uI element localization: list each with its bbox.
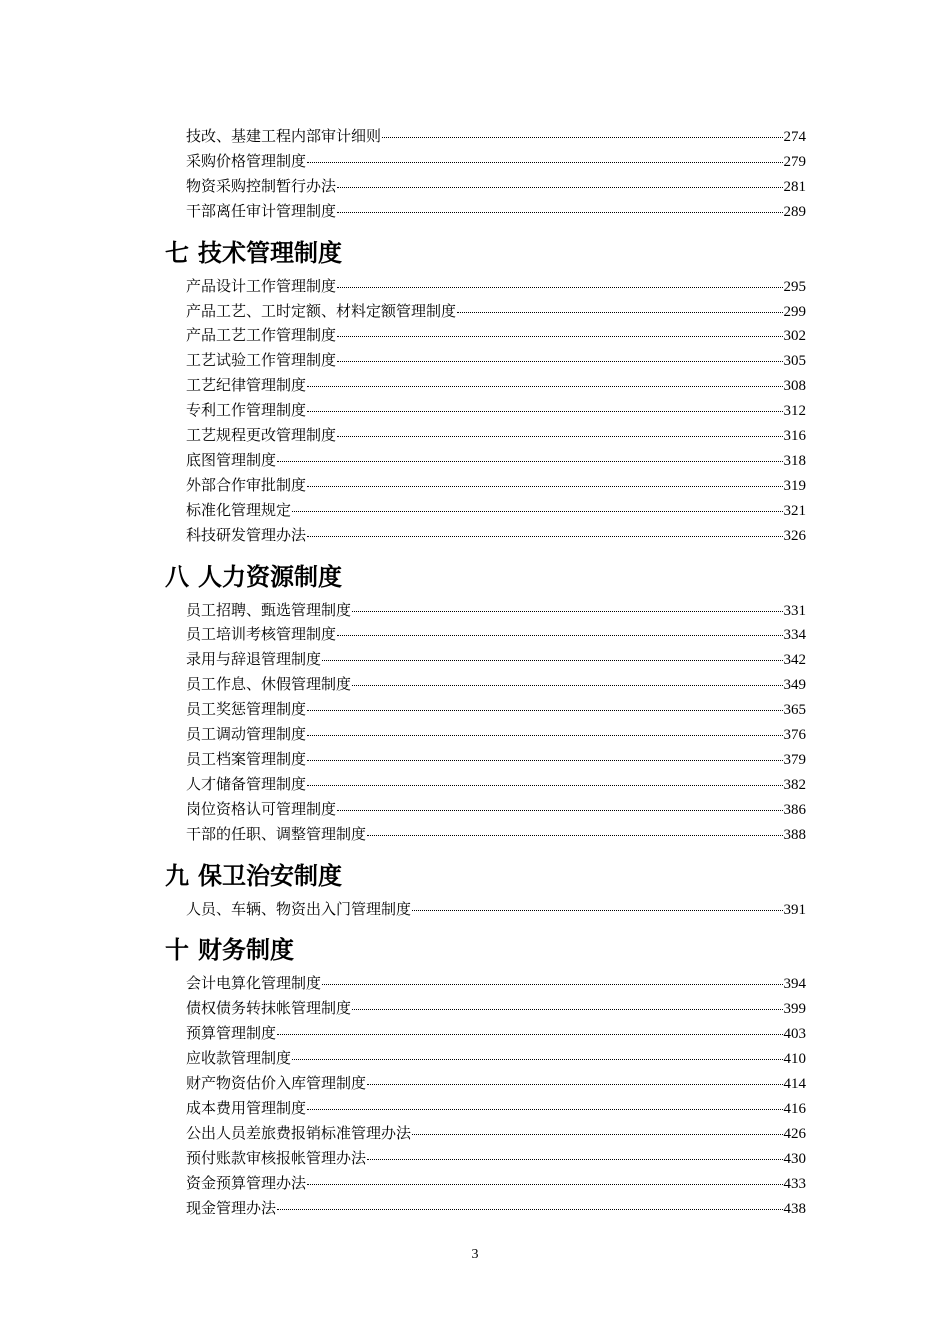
toc-entry-page: 319 xyxy=(783,477,806,494)
toc-entry[interactable] xyxy=(186,1096,806,1121)
toc-entry-page: 386 xyxy=(783,801,806,818)
dot-leader xyxy=(307,1109,782,1110)
toc-entry-page: 403 xyxy=(783,1026,806,1043)
toc-entry-title: 工艺纪律管理制度 xyxy=(186,376,307,395)
toc-entry-title: 物资采购控制暂行办法 xyxy=(186,176,337,195)
toc-entry-title: 会计电算化管理制度 xyxy=(186,974,322,993)
section-number: 十 xyxy=(165,936,189,965)
dot-leader xyxy=(277,461,782,462)
toc-entry[interactable] xyxy=(186,174,806,199)
dot-leader xyxy=(322,984,782,985)
dot-leader xyxy=(352,1009,782,1010)
section-title: 人力资源制度 xyxy=(198,562,342,591)
toc-entry-page: 274 xyxy=(783,129,806,145)
dot-leader xyxy=(382,137,782,138)
toc-entry[interactable] xyxy=(186,1071,806,1096)
toc-entry[interactable] xyxy=(186,747,806,772)
dot-leader xyxy=(412,1134,782,1135)
dot-leader xyxy=(307,486,782,487)
toc-entry-page: 289 xyxy=(783,203,806,220)
toc-entry-title: 债权债务转抹帐管理制度 xyxy=(186,999,352,1018)
toc-entry-title: 采购价格管理制度 xyxy=(186,151,307,170)
toc-entry-title: 产品设计工作管理制度 xyxy=(186,276,337,295)
toc-entry[interactable] xyxy=(186,1146,806,1171)
toc-entry-page: 399 xyxy=(783,1001,806,1018)
toc-entry-page: 349 xyxy=(783,677,806,694)
dot-leader xyxy=(337,336,782,337)
toc-entry[interactable] xyxy=(186,373,806,398)
toc-entry[interactable] xyxy=(186,822,806,847)
dot-leader xyxy=(412,910,782,911)
toc-entry-page: 414 xyxy=(783,1076,806,1092)
dot-leader xyxy=(367,1084,782,1085)
toc-entry[interactable] xyxy=(186,797,806,822)
toc-entry-title: 干部离任审计管理制度 xyxy=(186,201,337,220)
dot-leader xyxy=(277,1209,782,1210)
toc-entry[interactable] xyxy=(186,199,806,224)
toc-entry-title: 员工奖惩管理制度 xyxy=(186,700,307,719)
section-title: 财务制度 xyxy=(198,936,294,965)
toc-entry-page: 382 xyxy=(783,776,806,793)
toc-entry-title: 人才储备管理制度 xyxy=(186,774,307,793)
dot-leader xyxy=(337,187,782,188)
toc-entry-title: 科技研发管理办法 xyxy=(186,525,307,544)
toc-entry[interactable] xyxy=(186,622,806,647)
toc-entry-title: 员工招聘、甄选管理制度 xyxy=(186,600,352,619)
toc-entry-title: 专利工作管理制度 xyxy=(186,401,307,420)
section-title: 保卫治安制度 xyxy=(198,861,342,890)
toc-entry-page: 305 xyxy=(783,353,806,370)
dot-leader xyxy=(337,212,782,213)
toc-entry-page: 308 xyxy=(783,378,806,395)
toc-entry[interactable] xyxy=(186,697,806,722)
toc-entry-page: 388 xyxy=(783,826,806,843)
toc-entry-title: 底图管理制度 xyxy=(186,450,277,469)
toc-entry[interactable] xyxy=(186,274,806,299)
dot-leader xyxy=(337,635,782,636)
toc-entry[interactable] xyxy=(186,1046,806,1071)
dot-leader xyxy=(367,835,782,836)
toc-entry[interactable] xyxy=(186,1021,806,1046)
dot-leader xyxy=(457,312,782,313)
toc-entry-title: 员工作息、休假管理制度 xyxy=(186,675,352,694)
dot-leader xyxy=(307,1184,782,1185)
page-number: 3 xyxy=(471,1247,479,1262)
dot-leader xyxy=(352,611,782,612)
toc-entry[interactable] xyxy=(186,448,806,473)
toc-entry-page: 326 xyxy=(783,527,806,544)
toc-entry-page: 426 xyxy=(783,1125,806,1142)
section-heading xyxy=(165,861,342,891)
toc-entry[interactable] xyxy=(186,772,806,797)
toc-entry-page: 321 xyxy=(783,502,806,519)
toc-entry-page: 295 xyxy=(783,278,806,295)
dot-leader xyxy=(307,760,782,761)
toc-entry[interactable] xyxy=(186,897,806,922)
toc-entry-title: 岗位资格认可管理制度 xyxy=(186,799,337,818)
toc-entry-page: 394 xyxy=(783,976,806,993)
dot-leader xyxy=(307,785,782,786)
toc-entry-page: 430 xyxy=(783,1150,806,1167)
toc-entry-page: 379 xyxy=(783,751,806,768)
toc-entry-title: 员工培训考核管理制度 xyxy=(186,625,337,644)
section-heading xyxy=(165,562,342,592)
toc-entry[interactable] xyxy=(186,149,806,174)
toc-entry-title: 外部合作审批制度 xyxy=(186,475,307,494)
section-heading xyxy=(165,935,294,965)
toc-entry-title: 标准化管理规定 xyxy=(186,500,292,519)
toc-entry[interactable] xyxy=(186,473,806,498)
dot-leader xyxy=(307,411,782,412)
toc-entry-title: 公出人员差旅费报销标准管理办法 xyxy=(186,1123,412,1142)
toc-entry-title: 员工调动管理制度 xyxy=(186,725,307,743)
toc-entry-page: 312 xyxy=(783,403,806,420)
dot-leader xyxy=(292,1059,782,1060)
toc-entry-page: 316 xyxy=(783,428,806,444)
toc-entry[interactable] xyxy=(186,523,806,548)
toc-entry-title: 预算管理制度 xyxy=(186,1024,277,1043)
section-heading xyxy=(165,238,342,268)
toc-entry-page: 433 xyxy=(783,1175,806,1192)
toc-entry[interactable] xyxy=(186,124,806,149)
toc-entry-title: 成本费用管理制度 xyxy=(186,1098,307,1117)
toc-entry[interactable] xyxy=(186,323,806,348)
toc-entry-page: 391 xyxy=(783,901,806,918)
toc-entry-page: 299 xyxy=(783,303,806,320)
dot-leader xyxy=(307,710,782,711)
toc-entry[interactable] xyxy=(186,722,806,747)
toc-entry-title: 技改、基建工程内部审计细则 xyxy=(186,127,382,145)
toc-entry[interactable] xyxy=(186,598,806,623)
section-title: 技术管理制度 xyxy=(198,238,342,267)
toc-entry-page: 281 xyxy=(783,178,806,195)
dot-leader xyxy=(307,735,782,736)
toc-entry[interactable] xyxy=(186,498,806,523)
toc-entry-page: 318 xyxy=(783,452,806,469)
toc-entry-page: 334 xyxy=(783,627,806,644)
toc-entry-title: 干部的任职、调整管理制度 xyxy=(186,824,367,843)
toc-entry[interactable] xyxy=(186,299,806,324)
toc-entry-page: 302 xyxy=(783,328,806,345)
toc-entry-page: 279 xyxy=(783,153,806,170)
dot-leader xyxy=(337,361,782,362)
section-number: 八 xyxy=(165,562,189,591)
dot-leader xyxy=(367,1159,782,1160)
dot-leader xyxy=(352,685,782,686)
dot-leader xyxy=(337,810,782,811)
toc-entry-page: 410 xyxy=(783,1051,806,1068)
dot-leader xyxy=(307,536,782,537)
dot-leader xyxy=(307,162,782,163)
section-number: 九 xyxy=(165,861,189,890)
toc-entry-title: 现金管理办法 xyxy=(186,1198,277,1217)
toc-entry-page: 331 xyxy=(783,602,806,619)
toc-entry[interactable] xyxy=(186,1196,806,1221)
toc-entry-page: 376 xyxy=(783,727,806,743)
toc-entry-title: 产品工艺、工时定额、材料定额管理制度 xyxy=(186,301,457,320)
dot-leader xyxy=(337,436,782,437)
toc-entry-page: 438 xyxy=(783,1200,806,1217)
dot-leader xyxy=(337,287,782,288)
dot-leader xyxy=(277,1034,782,1035)
toc-entry-title: 预付账款审核报帐管理办法 xyxy=(186,1148,367,1167)
toc-entry-page: 416 xyxy=(783,1100,806,1117)
dot-leader xyxy=(307,386,782,387)
toc-entry-page: 342 xyxy=(783,652,806,669)
toc-entry[interactable] xyxy=(186,1121,806,1146)
toc-entry-title: 员工档案管理制度 xyxy=(186,749,307,768)
toc-entry-title: 应收款管理制度 xyxy=(186,1049,292,1068)
toc-entry[interactable] xyxy=(186,1171,806,1196)
toc-entry-title: 资金预算管理办法 xyxy=(186,1173,307,1192)
toc-entry[interactable] xyxy=(186,647,806,672)
toc-entry-title: 工艺规程更改管理制度 xyxy=(186,426,337,444)
toc-entry-title: 产品工艺工作管理制度 xyxy=(186,326,337,345)
toc-entry-title: 录用与辞退管理制度 xyxy=(186,650,322,669)
toc-entry[interactable] xyxy=(186,996,806,1021)
dot-leader xyxy=(292,511,782,512)
toc-entry[interactable] xyxy=(186,398,806,423)
section-number: 七 xyxy=(165,238,189,267)
toc-entry[interactable] xyxy=(186,348,806,373)
toc-entry[interactable] xyxy=(186,672,806,697)
toc-entry-title: 人员、车辆、物资出入门管理制度 xyxy=(186,899,412,918)
toc-entry-page: 365 xyxy=(783,702,806,719)
toc-entry[interactable] xyxy=(186,971,806,996)
toc-entry[interactable] xyxy=(186,423,806,448)
dot-leader xyxy=(322,660,782,661)
toc-entry-title: 财产物资估价入库管理制度 xyxy=(186,1074,367,1092)
toc-entry-title: 工艺试验工作管理制度 xyxy=(186,351,337,370)
